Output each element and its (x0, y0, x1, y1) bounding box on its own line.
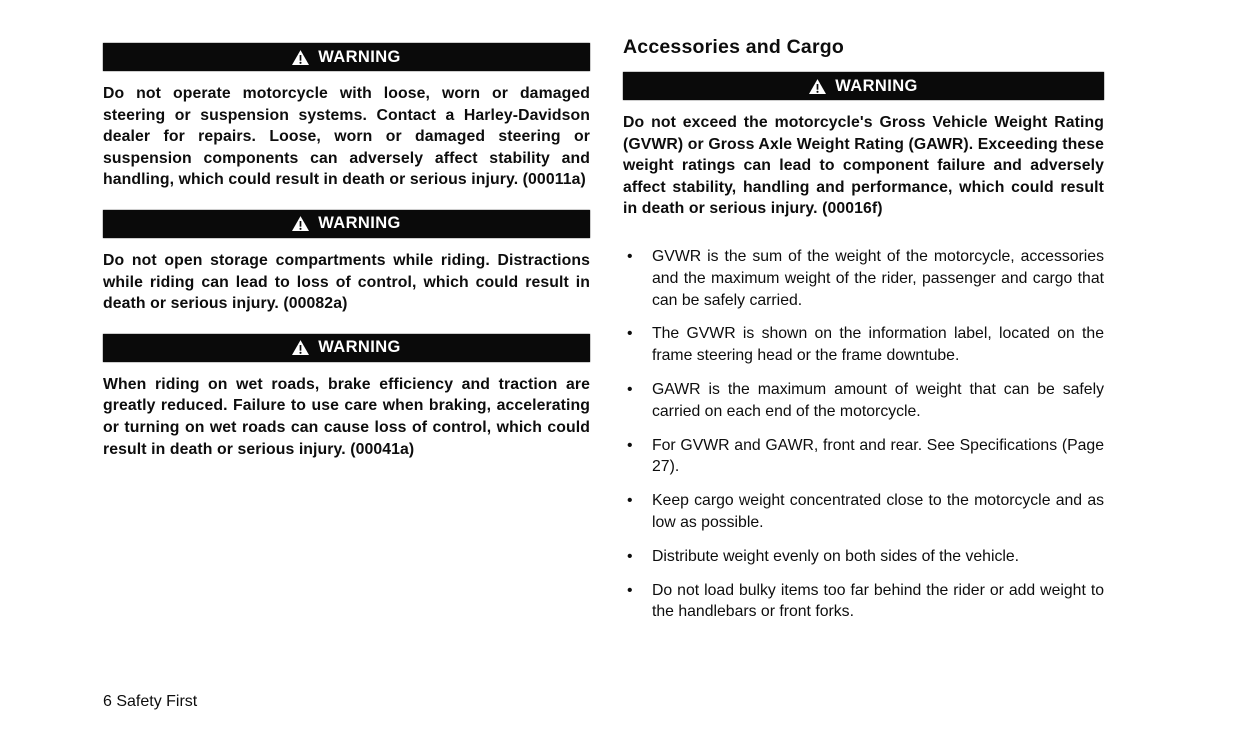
warning-triangle-icon (292, 340, 309, 355)
warning-banner-label: WARNING (318, 214, 401, 233)
warning-banner (103, 334, 590, 362)
bullet-icon: • (627, 492, 633, 510)
list-item (623, 379, 1104, 423)
section-heading: Accessories and Cargo (623, 36, 844, 58)
bullet-icon: • (627, 547, 633, 565)
list-item-text: The GVWR is shown on the information label, located on the frame steering head or the frame downtube. (652, 325, 1104, 365)
list-item-text: Keep cargo weight concentrated close to the motorcycle and as low as possible. (652, 492, 1104, 531)
bullet-icon: • (627, 325, 633, 343)
warning-banner-label: WARNING (835, 76, 918, 95)
list-item (623, 580, 1104, 624)
warning-banner-label: WARNING (318, 338, 401, 357)
warning-paragraph: Do not exceed the motorcycle's Gross Vehicle Weight Rating (GVWR) or Gross Axle Weight Rating (GAWR). Exceeding these weight ratings can lead to component failure and adversely affect stability, handling and performance, which could result in death or serious injury. (00016f) (623, 114, 1104, 218)
list-item-text: Distribute weight evenly on both sides of the vehicle. (652, 547, 1020, 565)
bullet-icon: • (627, 436, 633, 454)
warning-triangle-icon (292, 50, 309, 65)
warning-banner-label: WARNING (318, 47, 401, 66)
warning-paragraph: Do not open storage compartments while riding. Distractions while riding can lead to loss of control, which could result in death or serious injury. (00082a) (103, 251, 590, 313)
list-item-text: GAWR is the maximum amount of weight that can be safely carried on each end of the motorcycle. (652, 380, 1104, 420)
page-footer: 6 Safety First (103, 693, 198, 710)
list-item (623, 323, 1104, 367)
bullet-icon: • (627, 247, 633, 265)
cargo-bullet-list (623, 246, 1104, 623)
left-column (103, 43, 590, 479)
list-item (623, 246, 1104, 311)
warning-paragraph: When riding on wet roads, brake efficiency and traction are greatly reduced. Failure to use care when braking, accelerating or turning on wet roads can cause loss of control, which could result in death or serious injury. (00041a) (103, 375, 590, 458)
warning-banner (103, 210, 590, 238)
warning-triangle-icon (292, 216, 309, 231)
bullet-icon: • (627, 380, 633, 398)
list-item (623, 546, 1104, 568)
right-column (623, 36, 1104, 635)
warning-triangle-icon (809, 79, 826, 94)
bullet-icon: • (627, 581, 633, 599)
warning-banner (103, 43, 590, 71)
list-item (623, 490, 1104, 534)
list-item (623, 435, 1104, 479)
list-item-text: GVWR is the sum of the weight of the motorcycle, accessories and the maximum weight of the rider, passenger and cargo that can be safely carried. (652, 247, 1104, 309)
list-item-text: Do not load bulky items too far behind the rider or add weight to the handlebars or front forks. (652, 581, 1104, 621)
warning-paragraph: Do not operate motorcycle with loose, worn or damaged steering or suspension systems. Contact a Harley-Davidson dealer for repairs. Loose, worn or damaged steering or suspension components can adversely affect stability and handling, which could result in death or serious injury. (00011a) (103, 85, 590, 189)
list-item-text: For GVWR and GAWR, front and rear. See Specifications (Page 27). (652, 436, 1104, 476)
warning-banner (623, 72, 1104, 100)
